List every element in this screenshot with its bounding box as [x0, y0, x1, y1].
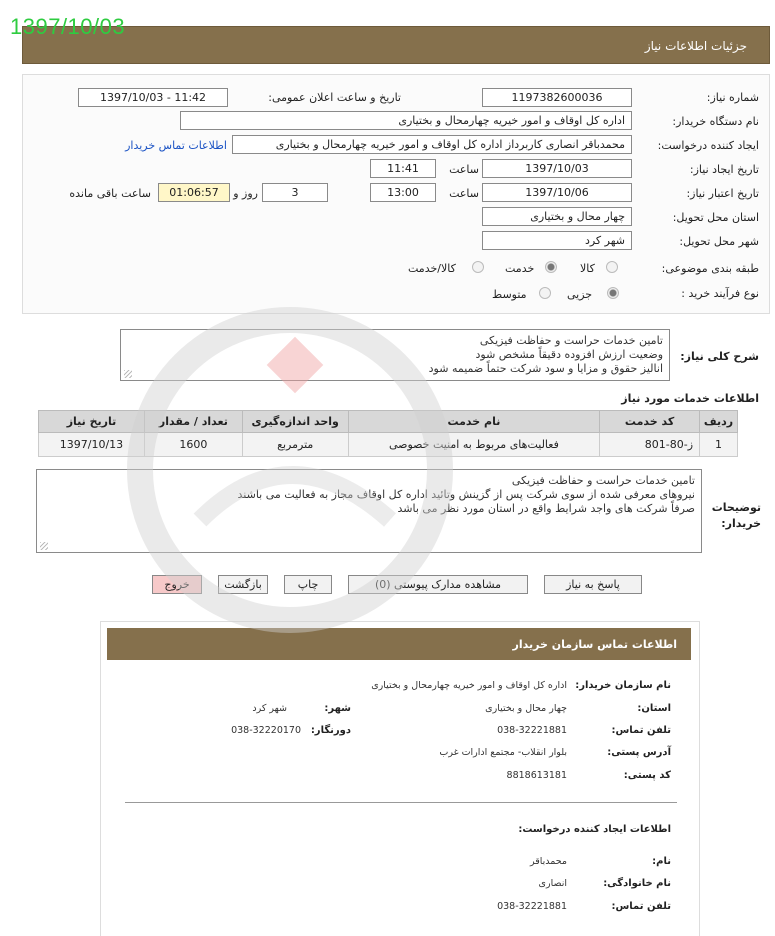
buyer-org-label: نام دستگاه خریدار: — [672, 115, 759, 128]
buyer-contact-link[interactable]: اطلاعات تماس خریدار — [125, 139, 227, 152]
category-service-label: خدمت — [505, 262, 535, 275]
days-field: 3 — [262, 183, 328, 202]
creator-family: انصاری — [538, 878, 567, 889]
col-row: ردیف — [700, 411, 738, 433]
cell-unit: مترمربع — [242, 433, 348, 457]
table-row — [39, 433, 738, 457]
buyer-notes-label: توضیحات خریدار: — [711, 501, 761, 530]
contact-phone-label: تلفن تماس: — [611, 725, 671, 736]
buyer-org-field: اداره کل اوقاف و امور خیریه چهارمحال و بختیاری — [180, 111, 632, 130]
valid-date-label: تاریخ اعتبار نیاز: — [686, 187, 759, 200]
contact-address-label: آدرس پستی: — [607, 747, 671, 758]
category-label: طبقه بندی موضوعی: — [661, 262, 759, 275]
announce-label: تاریخ و ساعت اعلان عمومی: — [268, 91, 401, 104]
purchase-type-label: نوع فرآیند خرید : — [681, 287, 759, 300]
category-radio-service[interactable] — [545, 261, 557, 273]
category-radio-goods-service[interactable] — [472, 261, 484, 273]
announce-field: 1397/10/03 - 11:42 — [78, 88, 228, 107]
attachments-button[interactable]: مشاهده مدارک پیوستی (0) — [348, 575, 528, 594]
remaining-label: ساعت باقی مانده — [69, 187, 151, 200]
notes-line: صرفاً شرکت های واجد شرایط واقع در استان مورد نظر می باشد — [397, 502, 695, 515]
summary-label: شرح کلی نیاز: — [680, 350, 759, 363]
resize-handle[interactable] — [124, 370, 132, 378]
contact-postal: 8818613181 — [506, 770, 567, 781]
contact-title: اطلاعات تماس سازمان خریدار — [512, 638, 677, 651]
notes-line: تامین خدمات حراست و حفاظت فیزیکی — [511, 474, 695, 487]
col-unit: واحد اندازه‌گیری — [242, 411, 348, 433]
contact-province: چهار محال و بختیاری — [485, 703, 567, 714]
creator-field: محمدباقر انصاری کاربرداز اداره کل اوقاف و امور خیریه چهارمحال و بختیاری — [232, 135, 632, 154]
contact-province-label: استان: — [637, 703, 671, 714]
creator-phone: 038-32221881 — [497, 901, 567, 912]
cell-code: ز-80-801 — [600, 433, 700, 457]
contact-address: بلوار انقلاب- مجتمع ادارات غرب — [439, 747, 567, 758]
back-button[interactable]: بازگشت — [218, 575, 268, 594]
summary-textarea[interactable] — [120, 329, 670, 381]
buyer-contact-panel — [100, 621, 700, 936]
print-button[interactable]: چاپ — [284, 575, 332, 594]
reply-button[interactable]: پاسخ به نیاز — [544, 575, 642, 594]
purchase-radio-minor[interactable] — [607, 287, 619, 299]
creator-family-label: نام خانوادگی: — [603, 878, 671, 889]
divider — [125, 802, 677, 803]
province-label: استان محل تحویل: — [672, 211, 759, 224]
notes-line: نیروهای معرفی شده از سوی شرکت پس از گزینش وتائید اداره کل اوقاف مجاز به فعالیت می باشند — [237, 488, 695, 501]
page-title: جزئیات اطلاعات نیاز — [644, 39, 747, 53]
contact-city: شهر کرد — [252, 703, 287, 714]
services-table-wrap — [38, 410, 738, 457]
city-field: شهر کرد — [482, 231, 632, 250]
contact-fax-label: دورنگار: — [310, 725, 351, 736]
create-time-label: ساعت — [449, 163, 479, 176]
cell-qty: 1600 — [144, 433, 242, 457]
services-table — [38, 410, 738, 457]
table-header-row — [39, 411, 738, 433]
summary-line: وضعیت ارزش افزوده دقیقاً مشخص شود — [475, 348, 663, 361]
creator-label: ایجاد کننده درخواست: — [657, 139, 759, 152]
need-number-label: شماره نیاز: — [706, 91, 759, 104]
services-title: اطلاعات خدمات مورد نیاز — [621, 392, 759, 405]
purchase-radio-medium[interactable] — [539, 287, 551, 299]
contact-org-label: نام سازمان خریدار: — [575, 680, 671, 691]
summary-line: انالیز حقوق و مزایا و سود شرکت حتماً ضمیمه شود — [428, 362, 663, 375]
valid-date-field: 1397/10/06 — [482, 183, 632, 202]
create-date-label: تاریخ ایجاد نیاز: — [689, 163, 759, 176]
col-name: نام خدمت — [348, 411, 600, 433]
city-label: شهر محل تحویل: — [679, 235, 759, 248]
province-field: چهار محال و بختیاری — [482, 207, 632, 226]
creator-name: محمدباقر — [529, 856, 567, 867]
purchase-minor-label: جزیی — [567, 288, 593, 301]
valid-time-label: ساعت — [449, 187, 479, 200]
need-number-field: 1197382600036 — [482, 88, 632, 107]
category-radio-goods[interactable] — [606, 261, 618, 273]
remaining-time-field: 01:06:57 — [158, 183, 230, 202]
valid-time-field: 13:00 — [370, 183, 436, 202]
category-goods-service-label: کالا/خدمت — [408, 262, 456, 275]
purchase-medium-label: متوسط — [492, 288, 527, 301]
create-time-field: 11:41 — [370, 159, 436, 178]
contact-phone: 038-32221881 — [497, 725, 567, 736]
cell-row: 1 — [700, 433, 738, 457]
contact-org: اداره کل اوقاف و امور خیریه چهارمحال و بختیاری — [371, 680, 567, 691]
exit-button[interactable]: خروج — [152, 575, 202, 594]
contact-fax: 038-32220170 — [231, 725, 301, 736]
summary-line: تامین خدمات حراست و حفاظت فیزیکی — [479, 334, 663, 347]
creator-info-title: اطلاعات ایجاد کننده درخواست: — [518, 824, 671, 835]
col-date: تاریخ نیاز — [39, 411, 145, 433]
cell-name: فعالیت‌های مربوط به امنیت خصوصی — [348, 433, 600, 457]
col-qty: تعداد / مقدار — [144, 411, 242, 433]
category-goods-label: کالا — [580, 262, 595, 275]
col-code: کد خدمت — [600, 411, 700, 433]
buyer-notes-textarea[interactable] — [36, 469, 702, 553]
resize-handle[interactable] — [40, 542, 48, 550]
page-header — [22, 26, 770, 64]
days-label: روز و — [233, 187, 258, 200]
create-date-field: 1397/10/03 — [482, 159, 632, 178]
contact-header — [107, 628, 691, 660]
creator-phone-label: تلفن تماس: — [611, 901, 671, 912]
contact-city-label: شهر: — [324, 703, 351, 714]
creator-name-label: نام: — [652, 856, 671, 867]
date-stamp: 1397/10/03 — [10, 14, 126, 39]
cell-date: 1397/10/13 — [39, 433, 145, 457]
contact-postal-label: کد پستی: — [623, 770, 671, 781]
